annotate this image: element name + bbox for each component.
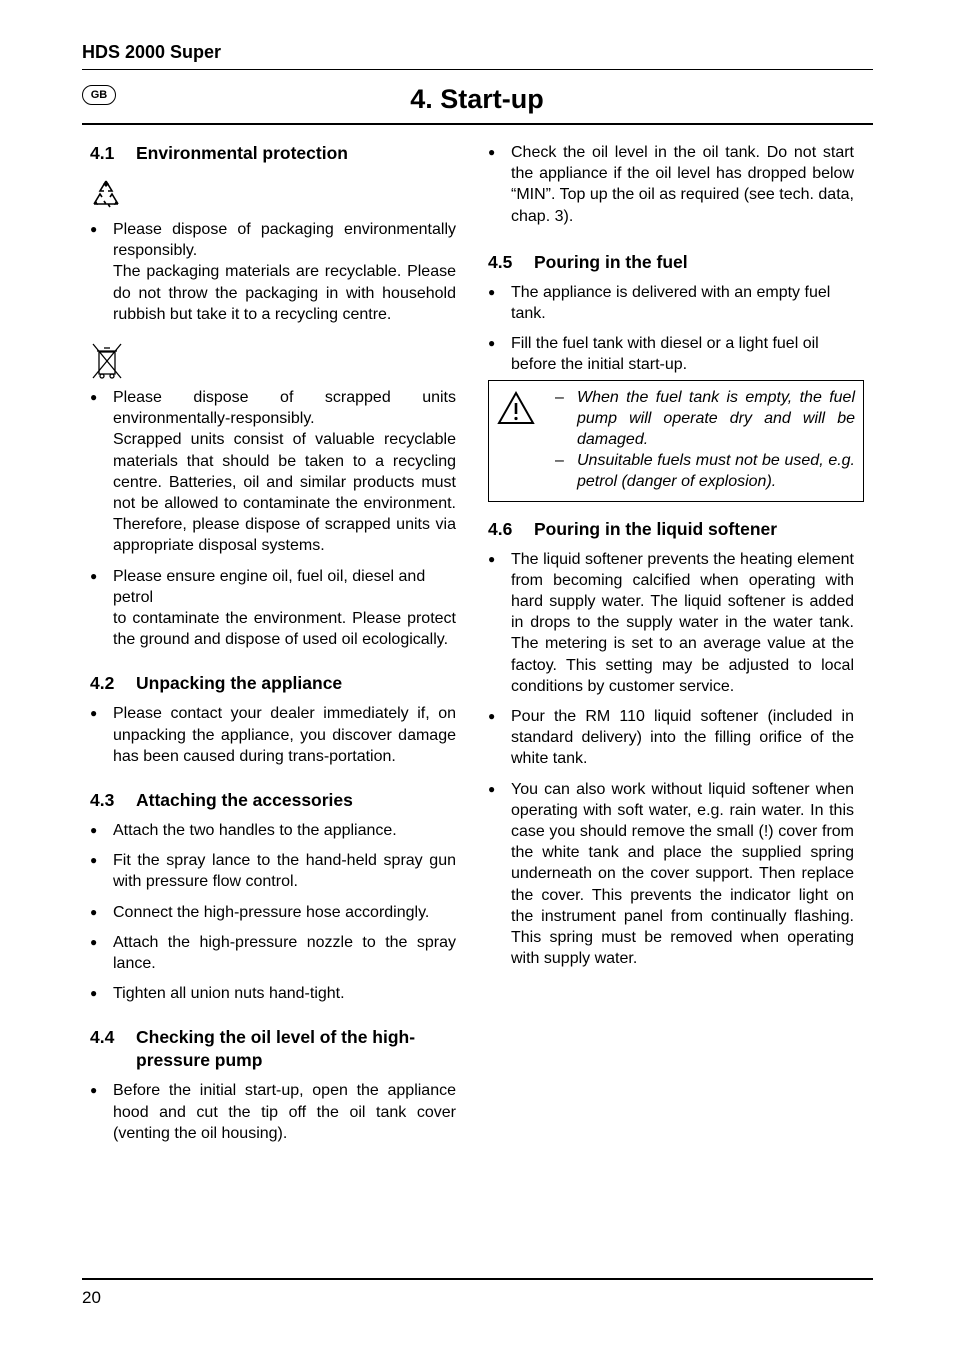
dash-icon: – bbox=[555, 452, 564, 470]
list-item bbox=[488, 549, 854, 697]
section-title: Environmental protection bbox=[136, 143, 348, 163]
section-4-3 bbox=[90, 789, 456, 1004]
section-number: 4.4 bbox=[90, 1027, 115, 1048]
section-title: Checking the oil level of the high-pressure pump bbox=[136, 1027, 416, 1071]
bullet-icon: ● bbox=[90, 853, 98, 868]
bullet-icon: ● bbox=[90, 904, 98, 919]
paragraph: Pour the RM 110 liquid softener (included in standard delivery) into the filling orifice of the white tank. bbox=[511, 708, 854, 768]
section-4-2 bbox=[90, 672, 456, 767]
paragraph: Please contact your dealer immediately if, on unpacking the appliance, you discover damage has been caused during trans-portation. bbox=[113, 705, 456, 765]
list-item bbox=[90, 566, 456, 651]
section-number: 4.1 bbox=[90, 143, 115, 163]
section-title: Pouring in the liquid softener bbox=[534, 518, 778, 539]
section-number: 4.2 bbox=[90, 673, 115, 694]
bullet-icon: ● bbox=[90, 1083, 98, 1098]
list-item bbox=[90, 932, 456, 974]
warning-list bbox=[555, 387, 855, 493]
section-4-6 bbox=[488, 518, 854, 970]
warning-box bbox=[488, 380, 864, 502]
paragraph: The appliance is delivered with an empty fuel tank. bbox=[511, 283, 831, 323]
paragraph: Attach the high-pressure nozzle to the spray lance. bbox=[113, 933, 456, 973]
bullet-icon: ● bbox=[488, 336, 496, 351]
section-number: 4.3 bbox=[90, 790, 115, 811]
chapter-title: 4. Start-up bbox=[410, 84, 544, 114]
list-item bbox=[90, 820, 456, 841]
list-item bbox=[488, 142, 854, 227]
bullet-icon: ● bbox=[90, 706, 98, 721]
footer-rule bbox=[82, 1278, 873, 1280]
list-item bbox=[90, 1080, 456, 1144]
left-column bbox=[90, 142, 456, 1153]
section-number: 4.6 bbox=[488, 518, 513, 539]
warning-text: When the fuel tank is empty, the fuel pump will operate dry and will be damaged. bbox=[577, 388, 855, 449]
section-heading bbox=[488, 251, 854, 274]
paragraph: The packaging materials are recyclable. Please do not throw the packaging in with household rubbish but take it to a recycling centre. bbox=[113, 263, 456, 323]
warning-triangle-icon bbox=[497, 387, 555, 493]
paragraph: Please dispose of scrapped units environmentally-responsibly. bbox=[113, 389, 456, 428]
section-heading bbox=[90, 789, 456, 812]
section-heading bbox=[90, 672, 456, 695]
bullet-icon: ● bbox=[488, 284, 496, 299]
list-item bbox=[488, 779, 854, 970]
paragraph: Please ensure engine oil, fuel oil, diesel and petrol bbox=[113, 567, 426, 606]
bullet-icon: ● bbox=[488, 551, 496, 566]
section-4-4 bbox=[90, 1026, 456, 1144]
paragraph: Check the oil level in the oil tank. Do not start the appliance if the oil level has dropped below “MIN”. Top up the oil as required (see tech. data, chap. 3). bbox=[511, 144, 854, 225]
section-heading bbox=[90, 142, 456, 165]
right-column bbox=[488, 142, 854, 979]
paragraph: Tighten all union nuts hand-tight. bbox=[113, 985, 345, 1003]
dash-icon: – bbox=[555, 388, 564, 406]
list-item bbox=[488, 333, 854, 375]
paragraph: Scrapped units consist of valuable recyclable materials that should be taken to a recycling centre. Batteries, oil and similar products must not be allowed to contaminate the environment. Therefore, please dispose of scrapped units via appropriate disposal systems. bbox=[113, 431, 456, 555]
title-rule bbox=[82, 123, 873, 125]
paragraph: Please dispose of packaging environmentally responsibly. bbox=[113, 221, 456, 260]
paragraph: You can also work without liquid softener when operating with soft water, e.g. rain water. In this case you should remove the small (!) cover from the white tank and place the supplied spring underneath on the cover support. Then replace the cover. This prevents the indicator light on the instrument panel from continually flashing. This spring must be removed when operating with supply water. bbox=[511, 780, 854, 968]
list-item bbox=[90, 703, 456, 767]
bullet-icon: ● bbox=[90, 222, 98, 236]
page-number: 20 bbox=[82, 1288, 101, 1307]
section-title: Unpacking the appliance bbox=[136, 673, 343, 694]
language-badge: GB bbox=[82, 85, 116, 105]
paragraph: Before the initial start-up, open the appliance hood and cut the tip off the oil tank cover (venting the oil housing). bbox=[113, 1082, 456, 1142]
bullet-icon: ● bbox=[90, 986, 98, 1001]
list-item bbox=[90, 219, 456, 325]
bullet-icon: ● bbox=[488, 145, 496, 159]
section-number: 4.5 bbox=[488, 251, 513, 272]
list-item bbox=[488, 706, 854, 770]
list-item bbox=[90, 850, 456, 892]
paragraph: The liquid softener prevents the heating element from becoming calcified when operating with hard supply water. The liquid softener is added in drops to the supply water in the water tank. The metering is set to an average value at the factoy. This setting may be adjusted to local conditions by customer service. bbox=[511, 550, 854, 695]
section-heading bbox=[90, 1026, 456, 1072]
section-heading bbox=[488, 518, 854, 541]
bullet-icon: ● bbox=[90, 568, 98, 583]
recycle-icon bbox=[90, 173, 456, 215]
paragraph: to contaminate the environment. Please protect the ground and dispose of used oil ecologically. bbox=[113, 610, 456, 649]
warning-item bbox=[555, 387, 855, 451]
bullet-icon: ● bbox=[488, 709, 496, 724]
bullet-icon: ● bbox=[488, 781, 496, 796]
bullet-icon: ● bbox=[90, 934, 98, 949]
list-item bbox=[90, 387, 456, 557]
paragraph: Fit the spray lance to the hand-held spray gun with pressure flow control. bbox=[113, 852, 456, 891]
list-item bbox=[90, 983, 456, 1004]
crossed-out-bin-icon bbox=[90, 339, 456, 383]
paragraph: Fill the fuel tank with diesel or a light fuel oil before the initial start-up. bbox=[511, 335, 819, 374]
bullet-icon: ● bbox=[90, 823, 98, 838]
paragraph: Attach the two handles to the appliance. bbox=[113, 822, 397, 840]
section-4-5 bbox=[488, 251, 854, 502]
paragraph: Connect the high-pressure hose accordingly. bbox=[113, 903, 430, 921]
document-title: HDS 2000 Super bbox=[82, 42, 222, 62]
section-title: Attaching the accessories bbox=[136, 790, 353, 811]
bullet-icon: ● bbox=[90, 390, 98, 405]
list-item bbox=[90, 902, 456, 923]
section-title: Pouring in the fuel bbox=[534, 251, 688, 272]
warning-item bbox=[555, 450, 855, 492]
warning-text: Unsuitable fuels must not be used, e.g. petrol (danger of explosion). bbox=[577, 452, 855, 491]
list-item bbox=[488, 282, 854, 324]
header-rule bbox=[82, 69, 873, 70]
section-4-1 bbox=[90, 142, 456, 650]
